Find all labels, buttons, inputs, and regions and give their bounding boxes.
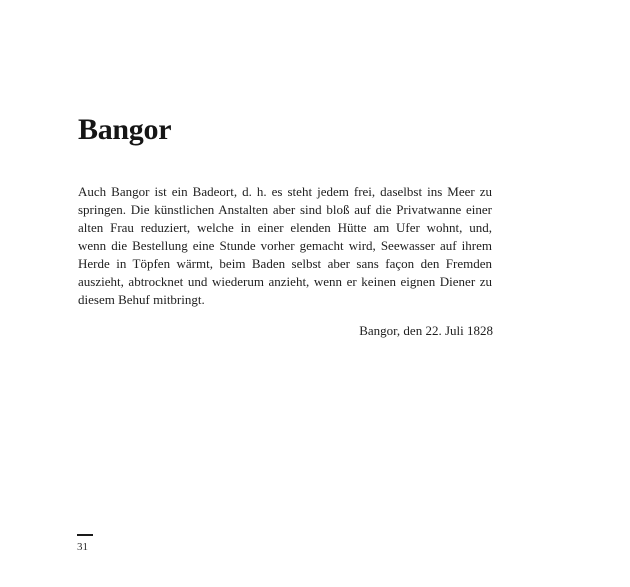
paragraph-line: wenn die Bestellung eine Stunde vorher gemacht wird, Seewasser auf ihrem <box>78 238 492 253</box>
paragraph-line: diesem Behuf mitbringt. <box>78 292 205 307</box>
paragraph-line: alten Frau reduziert, welche in einer elenden Hütte am Ufer wohnt, und, <box>78 220 492 235</box>
page-number: 31 <box>77 541 88 553</box>
paragraph-line: springen. Die künstlichen Anstalten aber sind bloß auf die Privatwanne einer <box>78 202 492 217</box>
dateline: Bangor, den 22. Juli 1828 <box>359 323 493 338</box>
page-title: Bangor <box>78 113 172 146</box>
footer-rule <box>77 534 93 536</box>
paragraph-line: auszieht, abtrocknet und wiederum anzieht, wenn er keinen eignen Diener zu <box>78 274 492 289</box>
body-paragraph <box>78 183 492 309</box>
paragraph-line: Auch Bangor ist ein Badeort, d. h. es steht jedem frei, daselbst ins Meer zu <box>78 184 492 199</box>
paragraph-line: Herde in Töpfen wärmt, beim Baden selbst aber sans façon den Fremden <box>78 256 492 271</box>
